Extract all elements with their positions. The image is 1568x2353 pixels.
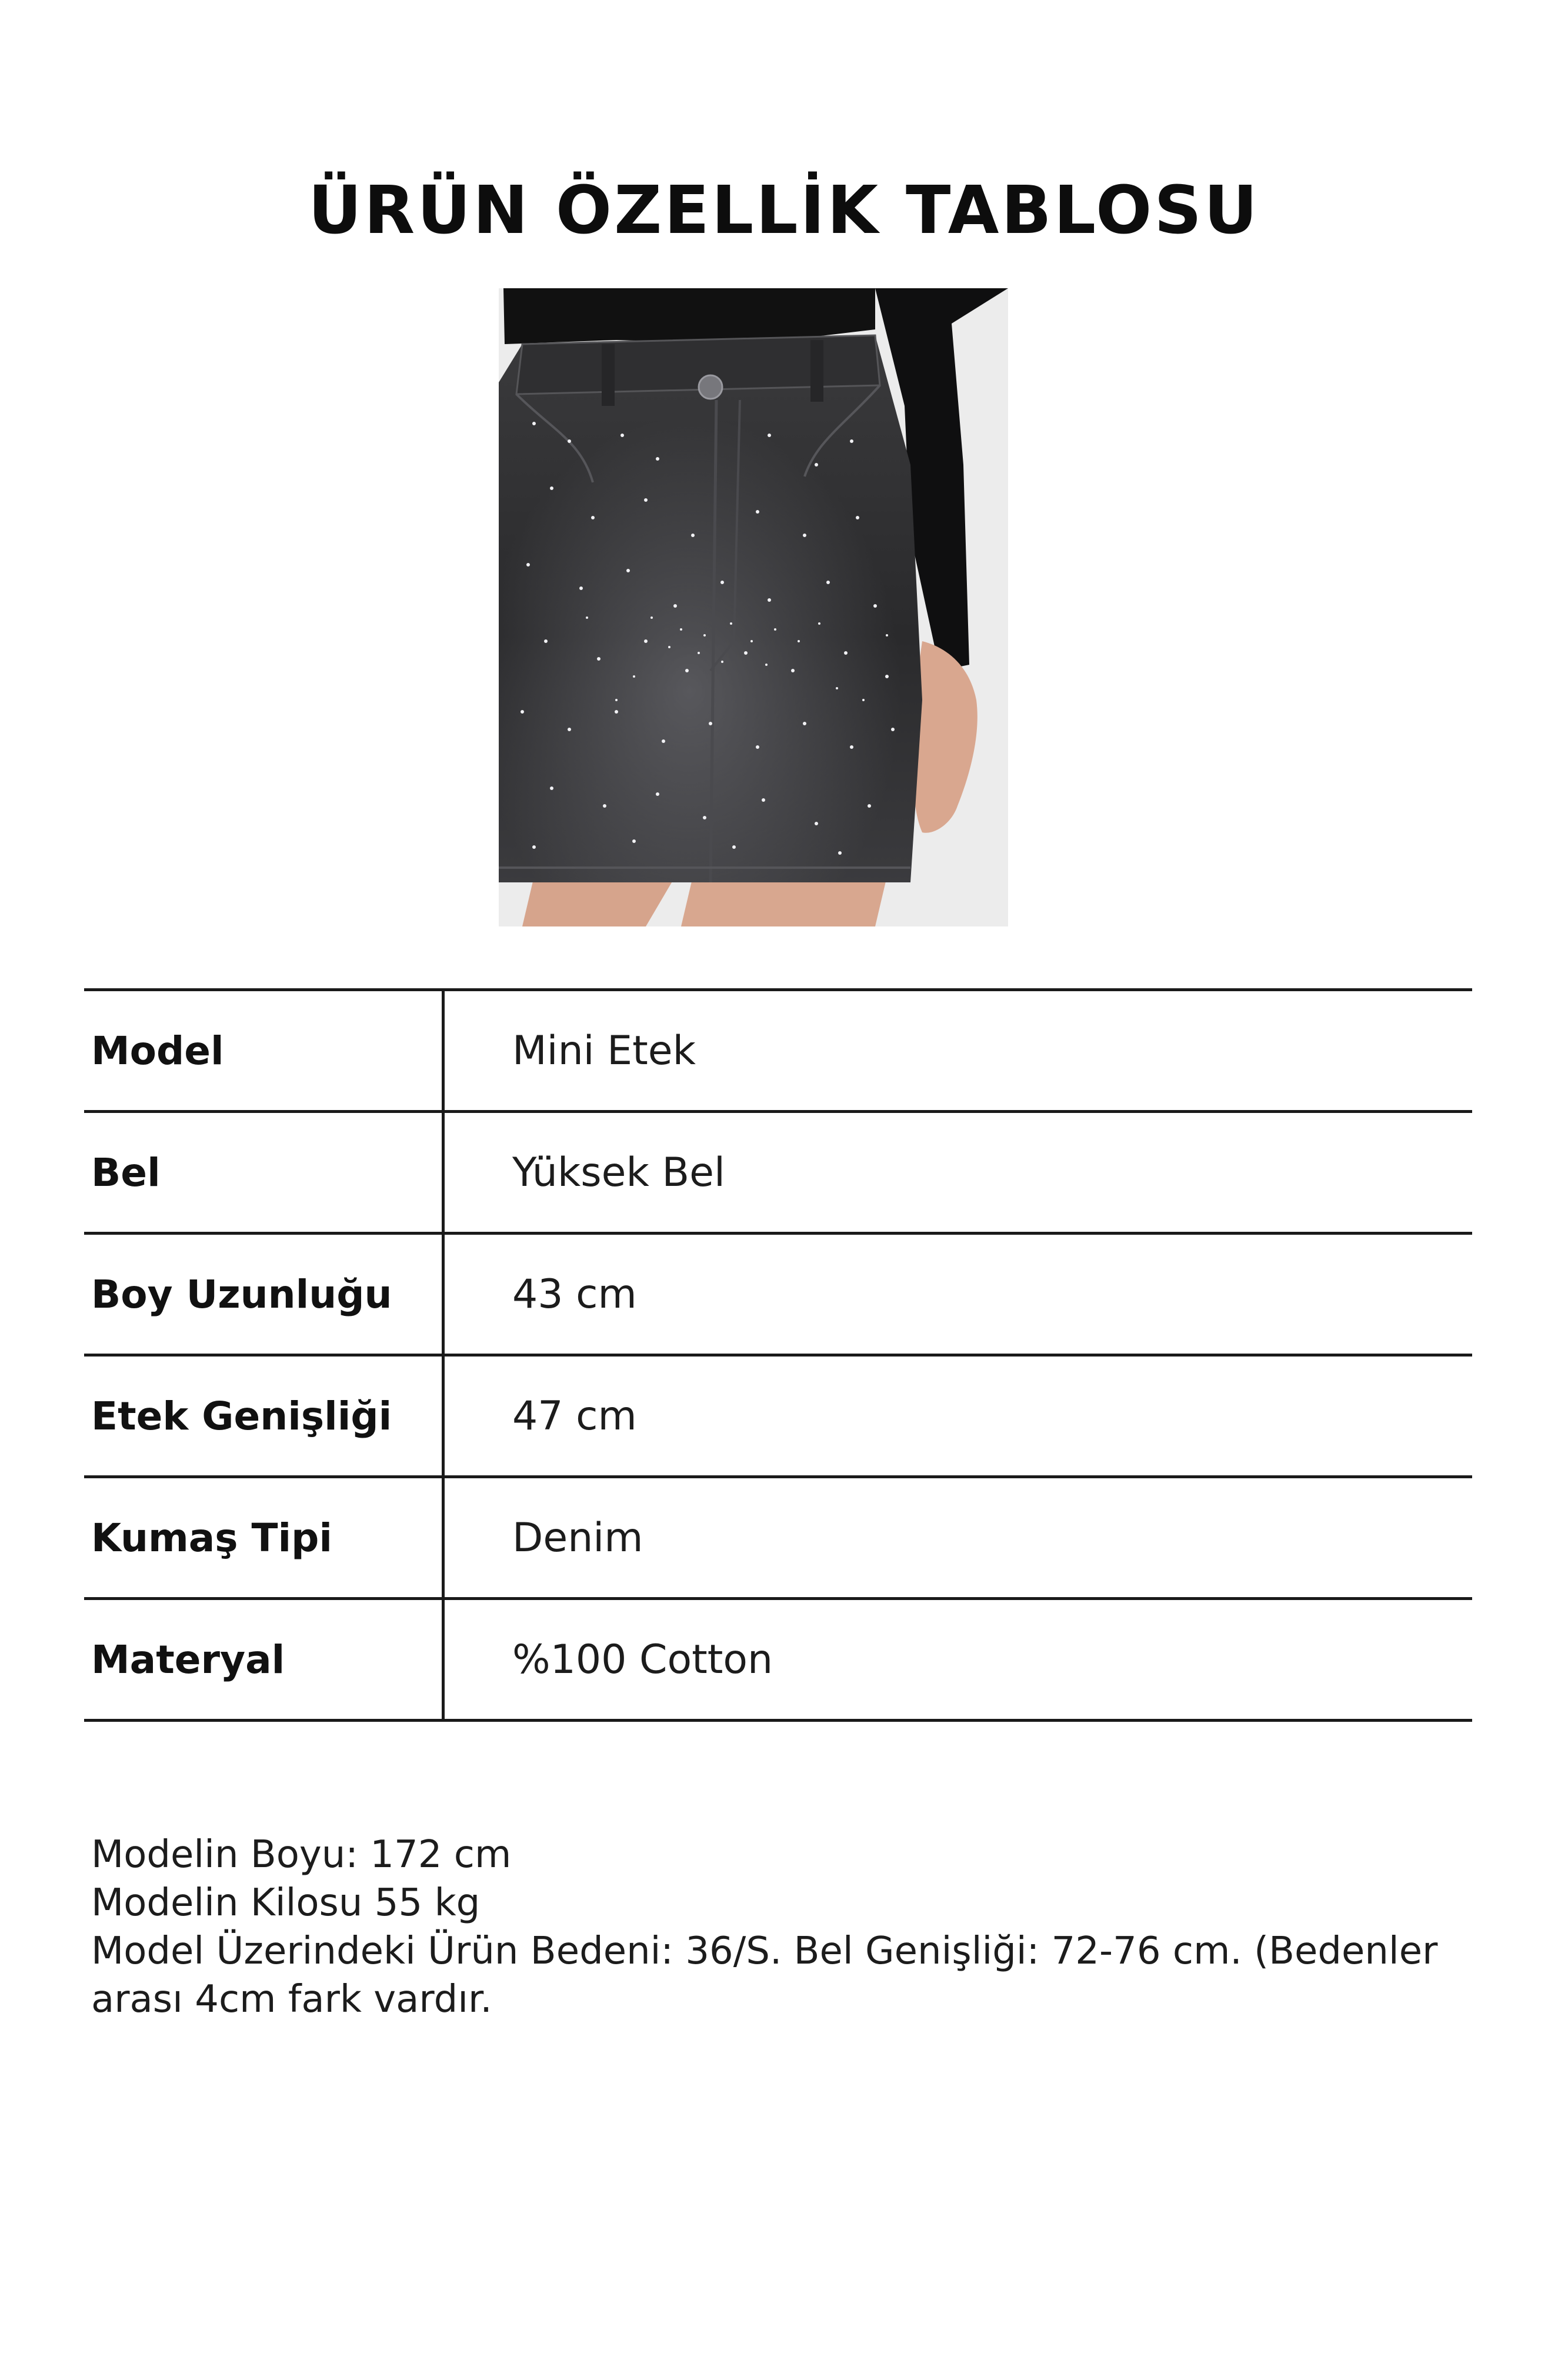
model-size-note: Model Üzerindeki Ürün Bedeni: 36/S. Bel Genişliği: 72-76 cm. (Bedenler arası 4cm fark vardır. (91, 1929, 1438, 2021)
spec-label: Kumaş Tipi (84, 1477, 443, 1599)
table-row (84, 1477, 1472, 1599)
spec-label: Materyal (84, 1599, 443, 1721)
spec-value: %100 Cotton (443, 1599, 1473, 1721)
spec-label: Boy Uzunluğu (84, 1234, 443, 1355)
spec-label: Model (84, 990, 443, 1112)
table-row (84, 990, 1472, 1112)
model-height-note: Modelin Boyu: 172 cm (91, 1833, 512, 1877)
table-row (84, 1112, 1472, 1234)
spec-value: 47 cm (443, 1355, 1473, 1477)
spec-value: 43 cm (443, 1234, 1473, 1355)
table-row (84, 1599, 1472, 1721)
table-row (84, 1355, 1472, 1477)
page-title: ÜRÜN ÖZELLİK TABLOSU (308, 172, 1260, 249)
product-photo (499, 288, 1008, 926)
model-notes (91, 1831, 1462, 2024)
spec-value: Mini Etek (443, 990, 1473, 1112)
spec-label: Bel (84, 1112, 443, 1234)
model-weight-note: Modelin Kilosu 55 kg (91, 1881, 481, 1925)
spec-table (84, 988, 1472, 1722)
spec-value: Denim (443, 1477, 1473, 1599)
spec-label: Etek Genişliği (84, 1355, 443, 1477)
spec-value: Yüksek Bel (443, 1112, 1473, 1234)
table-row (84, 1234, 1472, 1355)
